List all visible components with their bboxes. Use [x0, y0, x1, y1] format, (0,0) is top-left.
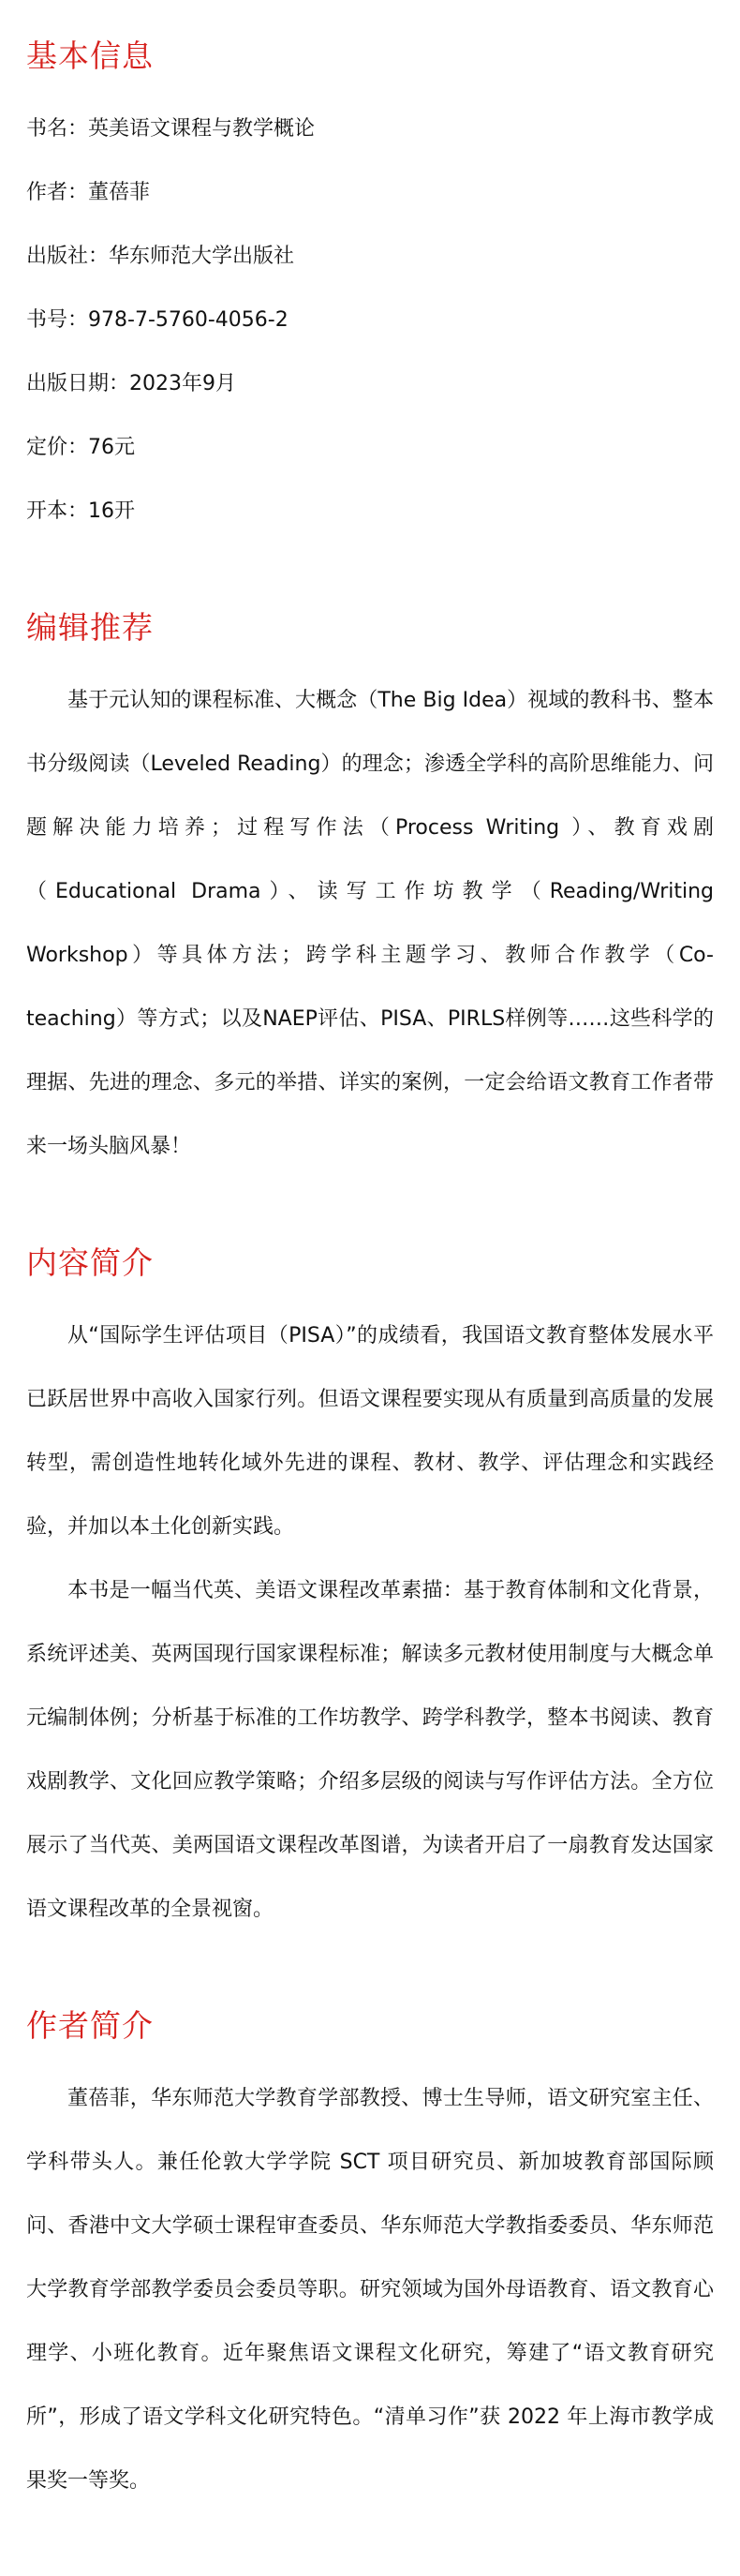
content-summary-paragraph: 本书是一幅当代英、美语文课程改革素描：基于教育体制和文化背景，系统评述美、英两国现行国家课程标准；解读多元教材使用制度与大概念单元编制体例；分析基于标准的工作坊教学、跨学科教学，整本书阅读、教育戏剧教学、文化回应教学策略；介绍多层级的阅读与写作评估方法。全方位展示了当代英、美两国语文课程改革图谱，为读者开启了一扇教育发达国家语文课程改革的全景视窗。: [26, 1579, 714, 1921]
editor-recommendation-section: [26, 603, 714, 1179]
content-summary-heading: 内容简介: [26, 1244, 154, 1281]
author-intro-paragraph: 董蓓菲，华东师范大学教育学部教授、博士生导师，语文研究室主任、学科带头人。兼任伦敦大学学院 SCT 项目研究员、新加坡教育部国际顾问、香港中文大学硕士课程审查委员、华东师范大学教指委委员、华东师范大学教育学部教学委员会委员等职。研究领域为国外母语教育、语文教育心理学、小班化教育。近年聚焦语文课程文化研究，筹建了“语文教育研究所”，形成了语文学科文化研究特色。“清单习作”获 2022 年上海市教学成果奖一等奖。: [26, 2087, 714, 2493]
info-label: 书号：: [26, 308, 89, 332]
info-label: 作者：: [26, 181, 89, 204]
info-row-publish-date: [26, 352, 714, 416]
info-row-isbn: [26, 289, 714, 352]
content-summary-paragraph: 从“国际学生评估项目（PISA）”的成绩看，我国语文教育整体发展水平已跃居世界中高收入国家行列。但语文课程要实现从有质量到高质量的发展转型，需创造性地转化域外先进的课程、教材、教学、评估理念和实践经验，并加以本土化创新实践。: [26, 1324, 714, 1539]
editor-recommendation-heading: 编辑推荐: [26, 609, 154, 646]
info-value: 16开: [88, 499, 136, 523]
info-row-author: [26, 161, 714, 225]
info-label: 定价：: [26, 436, 89, 459]
info-label: 出版社：: [26, 245, 110, 268]
info-row-publisher: [26, 225, 714, 289]
info-row-price: [26, 416, 714, 480]
info-value: 2023年9月: [129, 372, 237, 395]
basic-info-list: [26, 97, 714, 543]
info-row-format: [26, 480, 714, 543]
author-intro-heading: 作者简介: [26, 2007, 154, 2044]
info-label: 出版日期：: [26, 372, 130, 395]
content-summary-section: [26, 1239, 714, 1942]
info-label: 书名：: [26, 117, 89, 141]
info-value: 董蓓菲: [88, 181, 151, 204]
info-row-title: [26, 97, 714, 161]
author-intro-section: [26, 2002, 714, 2513]
info-value: 华东师范大学出版社: [109, 245, 295, 268]
info-value: 76元: [88, 436, 136, 459]
basic-info-section: [26, 32, 714, 543]
editor-recommendation-paragraph: 基于元认知的课程标准、大概念（The Big Idea）视域的教科书、整本书分级阅读（Leveled Reading）的理念；渗透全学科的高阶思维能力、问题解决能力培养；过程写作法（Process Writing ）、教育戏剧（Educational Drama）、读写工作坊教学（Reading/Writing Workshop）等具体方法；跨学科主题学习、教师合作教学（Co-teaching）等方式；以及NAEP评估、PISA、PIRLS样例等……这些科学的理据、先进的理念、多元的举措、详实的案例，一定会给语文教育工作者带来一场头脑风暴！: [26, 689, 714, 1158]
info-value: 978-7-5760-4056-2: [88, 308, 289, 332]
basic-info-heading: 基本信息: [26, 37, 154, 74]
info-label: 开本：: [26, 499, 89, 523]
info-value: 英美语文课程与教学概论: [88, 117, 316, 141]
